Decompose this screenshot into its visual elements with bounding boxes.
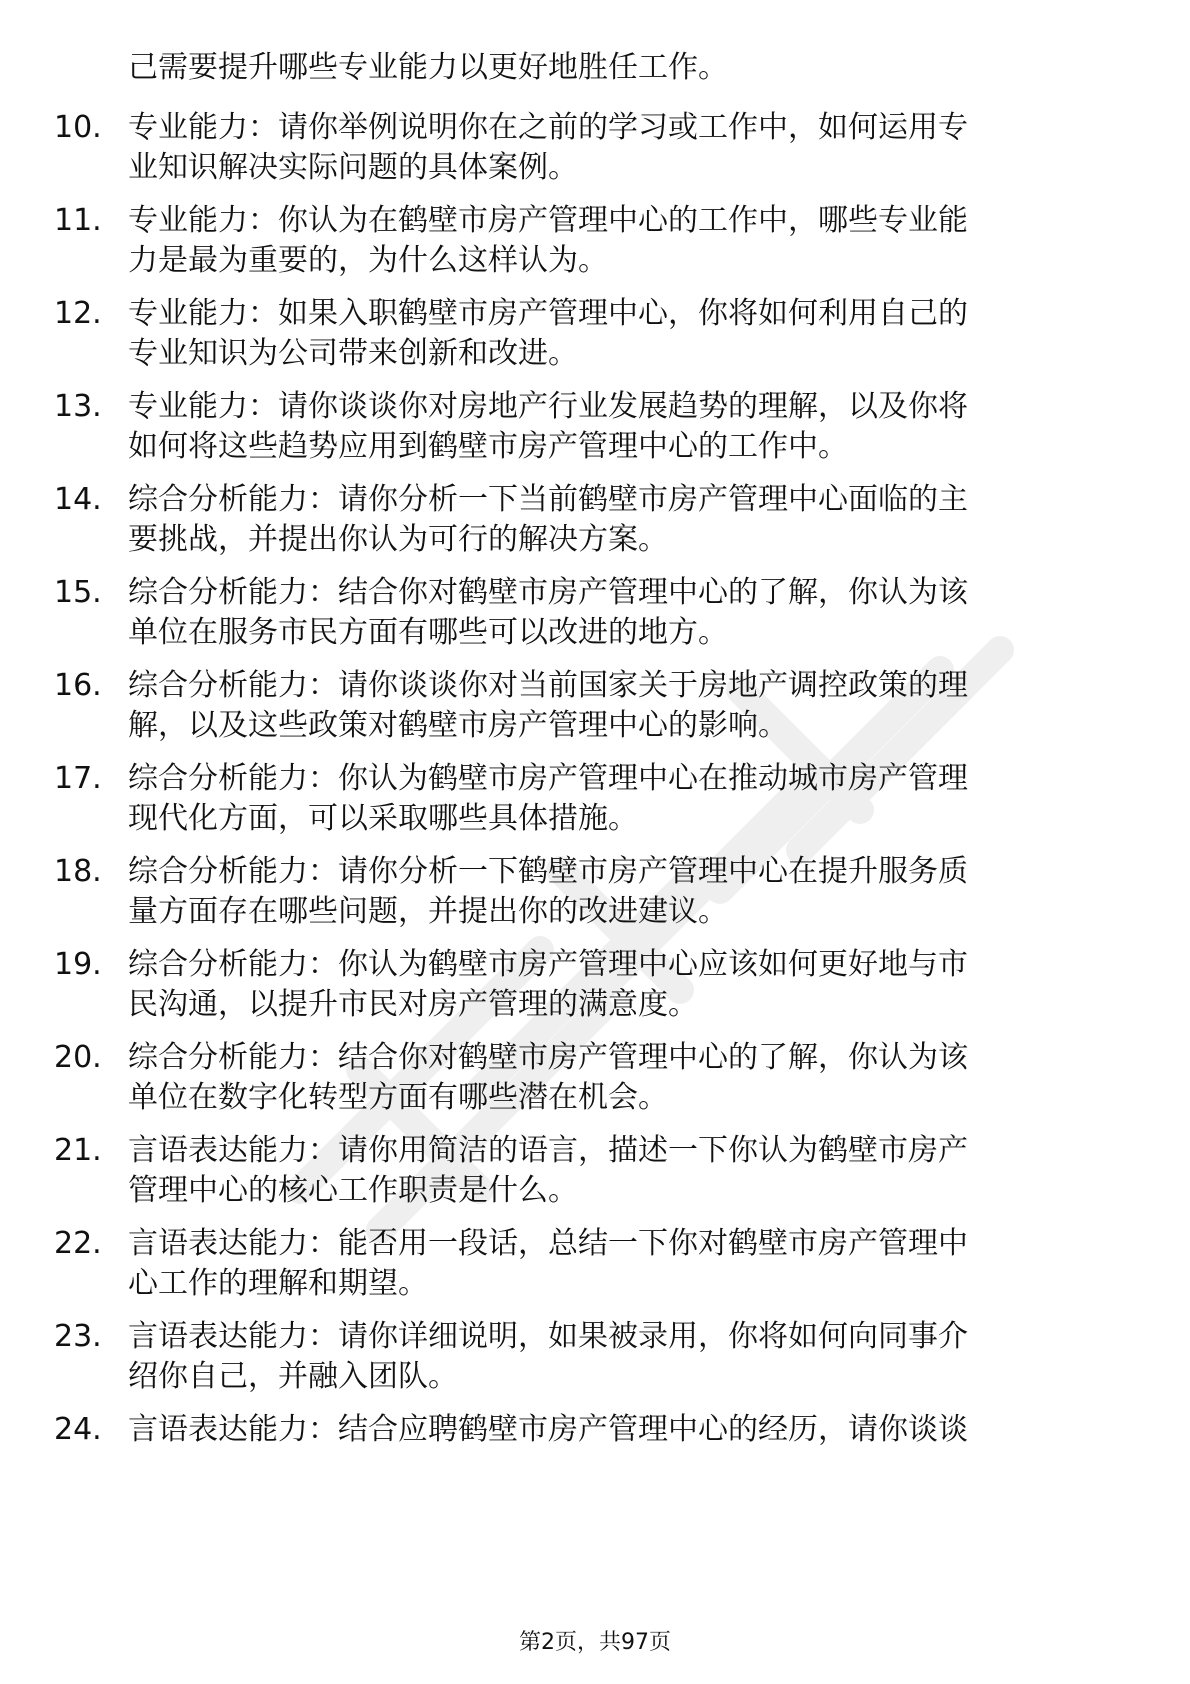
- question-line: 综合分析能力：结合你对鹤壁市房产管理中心的了解，你认为该: [128, 575, 968, 610]
- page-footer: 第2页，共97页: [519, 1630, 671, 1655]
- question-item: [0, 573, 1190, 663]
- question-line: 专业能力：你认为在鹤壁市房产管理中心的工作中，哪些专业能: [128, 203, 968, 238]
- question-text: [128, 852, 1128, 932]
- question-number: 19.: [54, 947, 102, 982]
- question-number: 18.: [54, 854, 102, 889]
- question-item: [0, 1317, 1190, 1407]
- question-line: 综合分析能力：请你谈谈你对当前国家关于房地产调控政策的理: [128, 668, 968, 703]
- question-text: [128, 480, 1128, 560]
- question-item: [0, 1131, 1190, 1221]
- question-item: [0, 201, 1190, 291]
- question-number: 24.: [54, 1412, 102, 1447]
- question-number: 10.: [54, 110, 102, 145]
- question-text: [128, 1224, 1128, 1304]
- question-number: 15.: [54, 575, 102, 610]
- question-item: [0, 108, 1190, 198]
- question-number: 11.: [54, 203, 102, 238]
- question-item: [0, 294, 1190, 384]
- question-text: [128, 1038, 1128, 1118]
- question-line: 绍你自己，并融入团队。: [128, 1359, 458, 1394]
- question-item: [0, 945, 1190, 1035]
- question-line: 综合分析能力：你认为鹤壁市房产管理中心应该如何更好地与市: [128, 947, 968, 982]
- question-item: [0, 1224, 1190, 1314]
- question-line: 专业能力：请你举例说明你在之前的学习或工作中，如何运用专: [128, 110, 968, 145]
- question-item: [0, 480, 1190, 570]
- question-number: 13.: [54, 389, 102, 424]
- question-number: 17.: [54, 761, 102, 796]
- question-line: 力是最为重要的，为什么这样认为。: [128, 243, 608, 278]
- question-text: [128, 201, 1128, 281]
- question-item: [0, 387, 1190, 477]
- question-text: [128, 387, 1128, 467]
- question-line: 管理中心的核心工作职责是什么。: [128, 1173, 578, 1208]
- question-text: [128, 573, 1128, 653]
- question-text: [128, 1131, 1128, 1211]
- question-line: 心工作的理解和期望。: [128, 1266, 428, 1301]
- continuation-text: 己需要提升哪些专业能力以更好地胜任工作。: [128, 50, 728, 85]
- question-text: [128, 1410, 1128, 1450]
- question-number: 14.: [54, 482, 102, 517]
- question-line: 要挑战，并提出你认为可行的解决方案。: [128, 522, 668, 557]
- question-line: 量方面存在哪些问题，并提出你的改进建议。: [128, 894, 728, 929]
- question-item: [0, 759, 1190, 849]
- question-line: 如何将这些趋势应用到鹤壁市房产管理中心的工作中。: [128, 429, 848, 464]
- question-line: 单位在服务市民方面有哪些可以改进的地方。: [128, 615, 728, 650]
- question-number: 21.: [54, 1133, 102, 1168]
- question-line: 言语表达能力：请你用简洁的语言，描述一下你认为鹤壁市房产: [128, 1133, 968, 1168]
- question-item: [0, 666, 1190, 756]
- question-line: 综合分析能力：请你分析一下鹤壁市房产管理中心在提升服务质: [128, 854, 968, 889]
- question-line: 民沟通，以提升市民对房产管理的满意度。: [128, 987, 698, 1022]
- question-text: [128, 759, 1128, 839]
- question-line: 综合分析能力：请你分析一下当前鹤壁市房产管理中心面临的主: [128, 482, 968, 517]
- question-line: 专业知识为公司带来创新和改进。: [128, 336, 578, 371]
- question-line: 综合分析能力：结合你对鹤壁市房产管理中心的了解，你认为该: [128, 1040, 968, 1075]
- question-line: 专业能力：如果入职鹤壁市房产管理中心，你将如何利用自己的: [128, 296, 968, 331]
- question-number: 22.: [54, 1226, 102, 1261]
- question-line: 综合分析能力：你认为鹤壁市房产管理中心在推动城市房产管理: [128, 761, 968, 796]
- question-text: [128, 945, 1128, 1025]
- question-item: [0, 852, 1190, 942]
- question-line: 单位在数字化转型方面有哪些潜在机会。: [128, 1080, 668, 1115]
- question-text: [128, 1317, 1128, 1397]
- question-item: [0, 1038, 1190, 1128]
- question-number: 23.: [54, 1319, 102, 1354]
- question-number: 20.: [54, 1040, 102, 1075]
- question-item: [0, 1410, 1190, 1500]
- question-text: [128, 666, 1128, 746]
- question-line: 现代化方面，可以采取哪些具体措施。: [128, 801, 638, 836]
- question-line: 专业能力：请你谈谈你对房地产行业发展趋势的理解，以及你将: [128, 389, 968, 424]
- question-number: 12.: [54, 296, 102, 331]
- question-text: [128, 108, 1128, 188]
- question-line: 业知识解决实际问题的具体案例。: [128, 150, 578, 185]
- question-number: 16.: [54, 668, 102, 703]
- question-line: 言语表达能力：能否用一段话，总结一下你对鹤壁市房产管理中: [128, 1226, 968, 1261]
- question-line: 言语表达能力：请你详细说明，如果被录用，你将如何向同事介: [128, 1319, 968, 1354]
- question-line: 言语表达能力：结合应聘鹤壁市房产管理中心的经历，请你谈谈: [128, 1412, 968, 1447]
- question-line: 解，以及这些政策对鹤壁市房产管理中心的影响。: [128, 708, 788, 743]
- question-text: [128, 294, 1128, 374]
